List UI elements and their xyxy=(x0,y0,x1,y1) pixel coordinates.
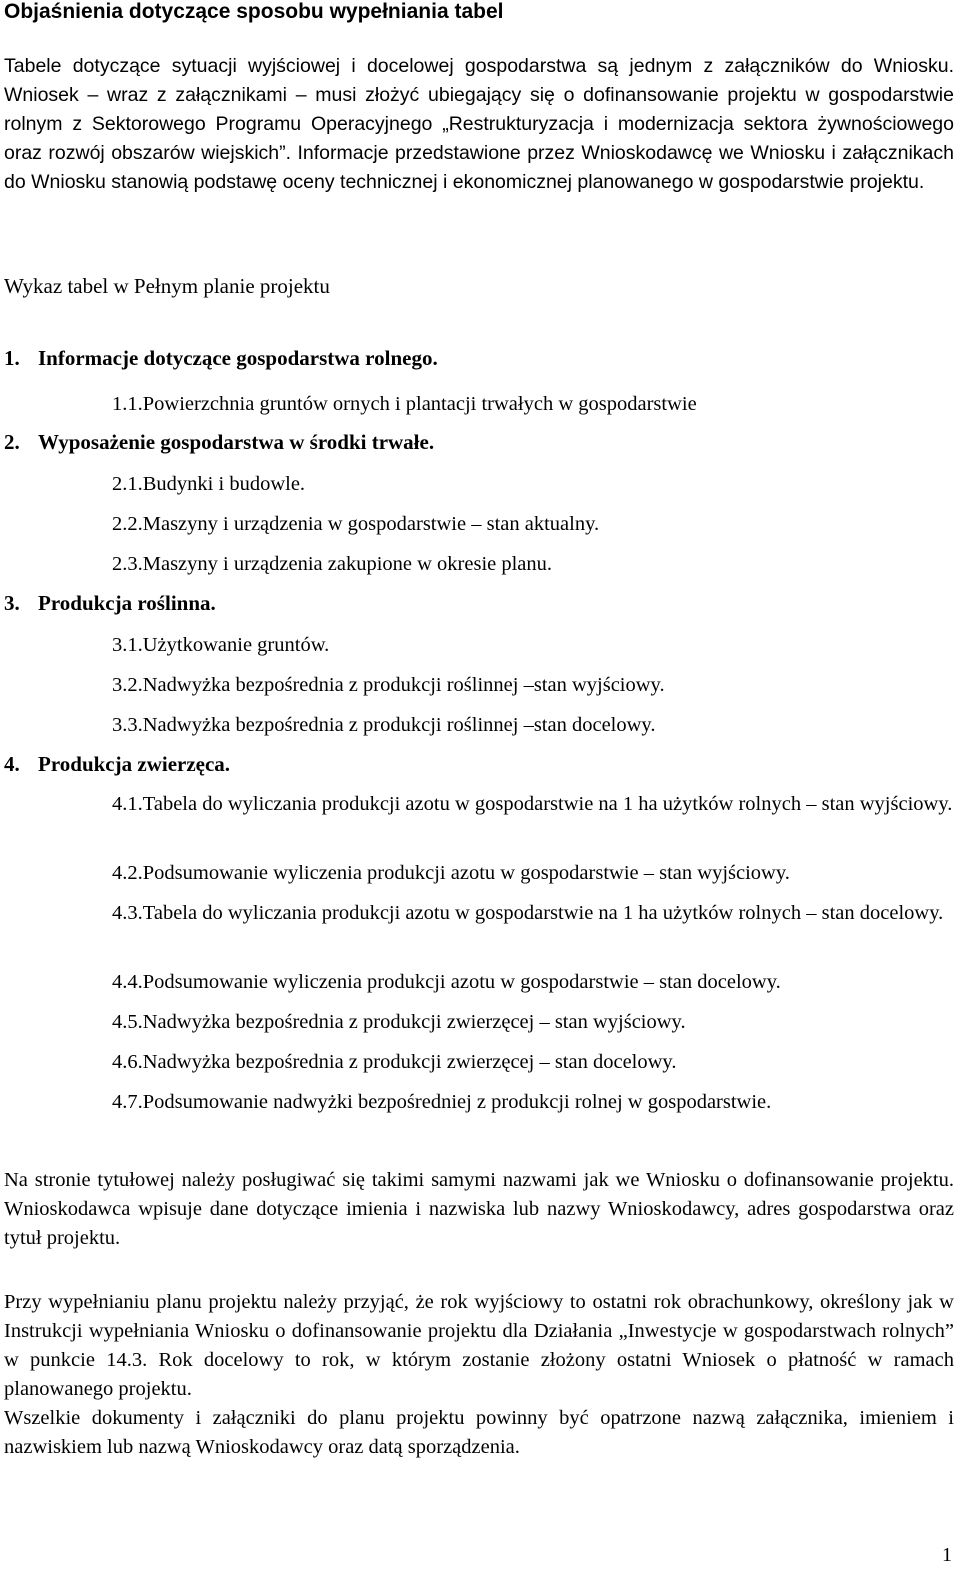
list-item: 2.3.Maszyny i urządzenia zakupione w okresie planu. xyxy=(112,553,553,575)
section-number: 2. xyxy=(4,430,20,454)
title-page-paragraph: Na stronie tytułowej należy posługiwać się takimi samymi nazwami jak we Wniosku o dofinansowanie projektu. Wnioskodawca wpisuje dane dotyczące imienia i nazwiska lub nazwy Wnioskodawcy, adres gospodarstwa oraz tytuł projektu. xyxy=(4,1169,954,1249)
section-title: Wyposażenie gospodarstwa w środki trwałe. xyxy=(38,430,435,454)
list-item: 3.2.Nadwyżka bezpośrednia z produkcji roślinnej –stan wyjściowy. xyxy=(112,674,665,696)
table-list-heading: Wykaz tabel w Pełnym planie projektu xyxy=(4,274,330,298)
section-number: 3. xyxy=(4,591,20,615)
list-item: 3.1.Użytkowanie gruntów. xyxy=(112,634,330,656)
list-item: 1.1.Powierzchnia gruntów ornych i plantacji trwałych w gospodarstwie xyxy=(112,393,697,415)
documents-labeling-text: Wszelkie dokumenty i załączniki do planu projektu powinny być opatrzone nazwą załącznika, imieniem i nazwiskiem lub nazwą Wnioskodawcy oraz datą sporządzenia. xyxy=(4,1407,954,1458)
section-heading xyxy=(4,430,434,455)
list-item: 4.5.Nadwyżka bezpośrednia z produkcji zwierzęcej – stan wyjściowy. xyxy=(112,1011,686,1033)
list-item: 4.6.Nadwyżka bezpośrednia z produkcji zwierzęcej – stan docelowy. xyxy=(112,1051,677,1073)
list-item: 4.3.Tabela do wyliczania produkcji azotu w gospodarstwie na 1 ha użytków rolnych – stan docelowy. xyxy=(112,902,944,924)
list-item: 2.2.Maszyny i urządzenia w gospodarstwie – stan aktualny. xyxy=(112,513,600,535)
reference-years-paragraph xyxy=(4,1288,954,1462)
section-title: Informacje dotyczące gospodarstwa rolnego. xyxy=(38,346,438,370)
section-heading xyxy=(4,346,438,371)
list-item: 2.1.Budynki i budowle. xyxy=(112,473,306,495)
list-item: 4.4.Podsumowanie wyliczenia produkcji azotu w gospodarstwie – stan docelowy. xyxy=(112,971,781,993)
reference-years-text: Przy wypełnianiu planu projektu należy przyjąć, że rok wyjściowy to ostatni rok obrachunkowy, określony jak w Instrukcji wypełniania Wniosku o dofinansowanie projektu dla Działania „Inwestycje w gospodarstwach rolnych” w punkcie 14.3. Rok docelowy to rok, w którym zostanie złożony ostatni Wniosek o płatność w ramach planowanego projektu. xyxy=(4,1291,954,1400)
list-item: 4.7.Podsumowanie nadwyżki bezpośredniej z produkcji rolnej w gospodarstwie. xyxy=(112,1091,772,1113)
section-heading xyxy=(4,752,230,777)
section-number: 4. xyxy=(4,752,20,776)
section-heading xyxy=(4,591,216,616)
page-title: Objaśnienia dotyczące sposobu wypełniania tabel xyxy=(4,0,504,23)
intro-paragraph: Tabele dotyczące sytuacji wyjściowej i docelowej gospodarstwa są jednym z załączników do Wniosku. Wniosek – wraz z załącznikami – musi złożyć ubiegający się o dofinansowanie projektu w gospodarstwie rolnym z Sektorowego Programu Operacyjnego „Restrukturyzacja i modernizacja sektora żywnościowego oraz rozwój obszarów wiejskich”. Informacje przedstawione przez Wnioskodawcę we Wniosku i załącznikach do Wniosku stanowią podstawę oceny technicznej i ekonomicznej planowanego w gospodarstwie projektu. xyxy=(4,55,954,193)
section-number: 1. xyxy=(4,346,20,370)
list-item: 4.2.Podsumowanie wyliczenia produkcji azotu w gospodarstwie – stan wyjściowy. xyxy=(112,862,790,884)
page-number: 1 xyxy=(942,1544,952,1566)
section-title: Produkcja roślinna. xyxy=(38,591,216,615)
list-item: 3.3.Nadwyżka bezpośrednia z produkcji roślinnej –stan docelowy. xyxy=(112,714,656,736)
section-title: Produkcja zwierzęca. xyxy=(38,752,231,776)
list-item: 4.1.Tabela do wyliczania produkcji azotu w gospodarstwie na 1 ha użytków rolnych – stan wyjściowy. xyxy=(112,793,953,815)
